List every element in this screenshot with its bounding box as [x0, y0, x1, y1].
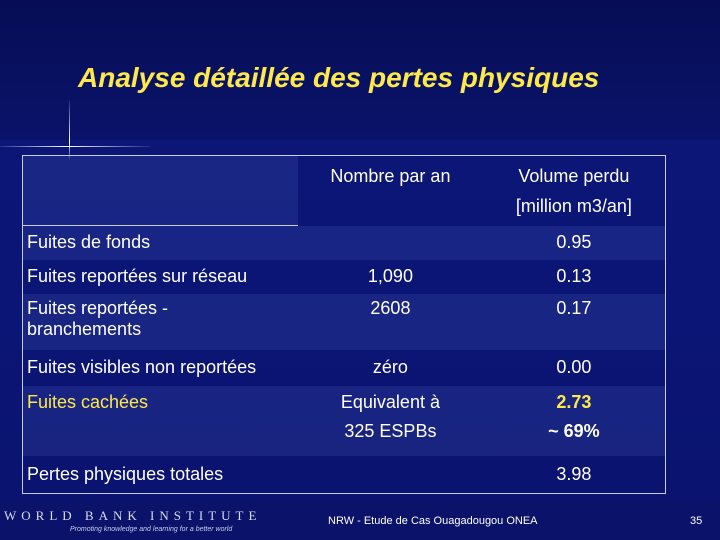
row-count	[298, 386, 483, 456]
row-volume: 3.98	[483, 456, 666, 494]
row-count-line2: 325 ESPBs	[344, 421, 437, 442]
header-volume	[483, 156, 666, 226]
row-label: Fuites reportées sur réseau	[23, 260, 299, 294]
losses-table	[22, 155, 666, 494]
row-volume: 0.17	[483, 294, 666, 350]
row-volume-line1: 2.73	[556, 391, 592, 412]
row-count: 1,090	[367, 266, 413, 286]
row-volume: 0.00	[483, 350, 666, 386]
world-bank-institute-logo: WORLD BANK INSTITUTE	[4, 508, 262, 523]
row-label: Fuites visibles non reportées	[23, 350, 299, 386]
row-volume: 0.95	[483, 226, 666, 260]
row-count: 2608	[298, 294, 483, 350]
row-label-line1: Fuites reportées -	[27, 297, 169, 318]
row-label	[23, 294, 299, 350]
row-label: Fuites de fonds	[23, 226, 299, 260]
row-label-line2: branchements	[27, 318, 142, 339]
row-volume	[483, 386, 666, 456]
row-label: Pertes physiques totales	[23, 456, 299, 494]
source-footnote: NRW - Etude de Cas Ouagadougou ONEA	[328, 515, 538, 527]
table-row	[23, 226, 666, 260]
row-count	[298, 456, 483, 494]
logo-tagline: Promoting knowledge and learning for a better world	[70, 526, 233, 533]
table-row-total	[23, 456, 666, 494]
header-empty-cell	[23, 156, 299, 226]
table-header-row	[23, 156, 666, 226]
slide-title: Analyse détaillée des pertes physiques	[78, 62, 600, 93]
decorative-vertical-line	[69, 100, 70, 160]
row-volume-line2: ~ 69%	[548, 421, 600, 442]
table-row	[23, 260, 666, 294]
page-number: 35	[690, 515, 703, 527]
row-count-line1: Equivalent à	[340, 391, 440, 412]
row-count: zéro	[372, 357, 408, 377]
table-row	[23, 386, 666, 456]
row-count	[298, 226, 483, 260]
header-count: Nombre par an	[298, 156, 483, 226]
header-volume-line2: [million m3/an]	[515, 195, 632, 216]
header-volume-line1: Volume perdu	[518, 166, 630, 186]
table-row	[23, 350, 666, 386]
decorative-horizontal-line	[0, 146, 150, 147]
row-label-hidden-leaks: Fuites cachées	[23, 386, 299, 456]
table-row	[23, 294, 666, 350]
row-volume: 0.13	[483, 260, 666, 294]
